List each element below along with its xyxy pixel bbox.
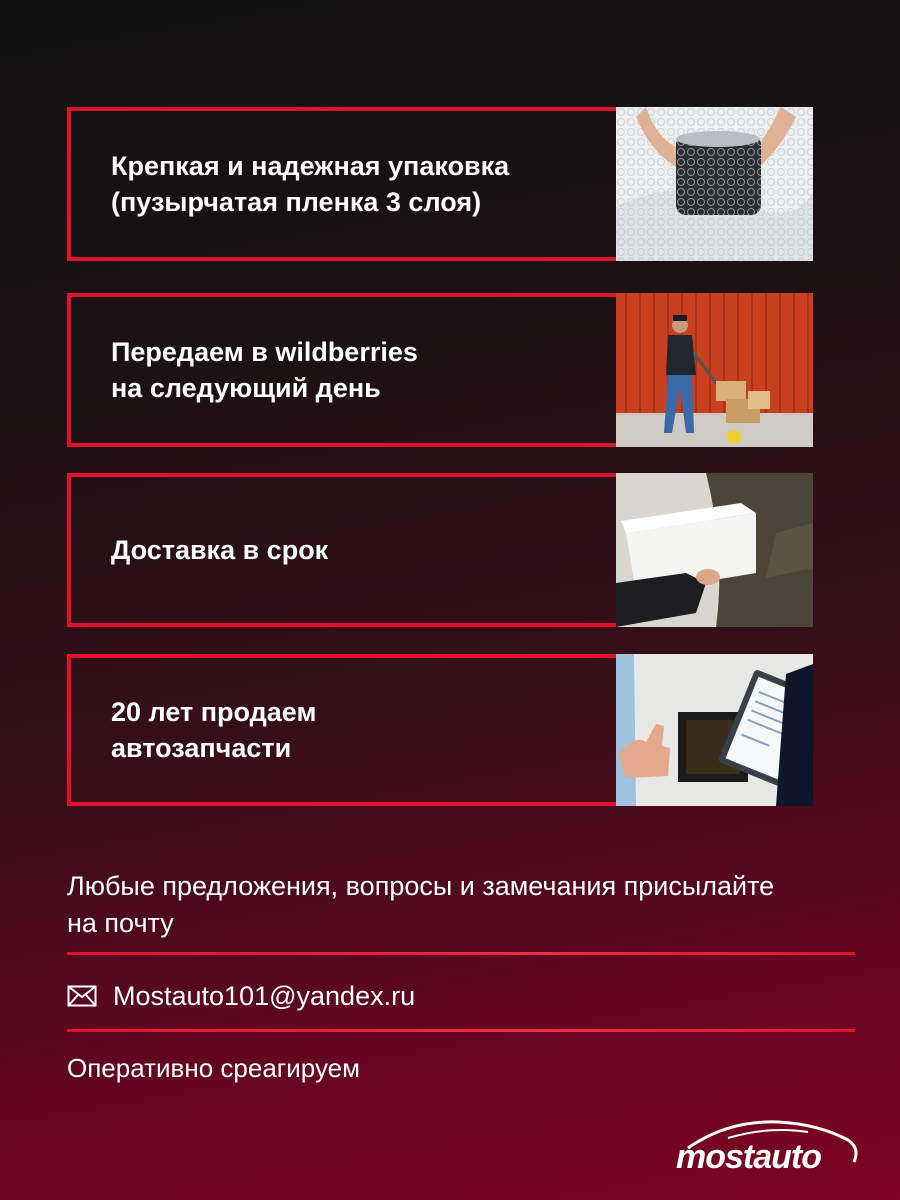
divider bbox=[67, 1029, 855, 1032]
feature-card-wildberries bbox=[67, 293, 813, 447]
contact-line-2: на почту bbox=[67, 908, 174, 938]
feature-card-packaging bbox=[67, 107, 813, 261]
feature-line-1: 20 лет продаем bbox=[111, 697, 317, 727]
clipboard-thumbs-up-icon bbox=[616, 654, 813, 806]
bubble-wrap-package-icon bbox=[616, 107, 813, 261]
feature-line-2: на следующий день bbox=[111, 373, 381, 403]
contact-line-1: Любые предложения, вопросы и замечания присылайте bbox=[67, 871, 775, 901]
feature-text bbox=[111, 107, 611, 261]
email-link[interactable]: Mostauto101@yandex.ru bbox=[113, 980, 416, 1011]
mail-icon bbox=[67, 985, 97, 1007]
feature-line-1: Передаем в wildberries bbox=[111, 337, 418, 367]
courier-cart-icon bbox=[616, 293, 813, 447]
feature-text bbox=[111, 293, 611, 447]
feature-card-experience bbox=[67, 654, 813, 806]
contact-message bbox=[67, 868, 867, 942]
feature-line-1: Крепкая и надежная упаковка bbox=[111, 151, 510, 181]
feature-text bbox=[111, 654, 611, 806]
feature-line-2: автозапчасти bbox=[111, 733, 292, 763]
brand-logo bbox=[668, 1118, 868, 1178]
logo-text: mostauto bbox=[676, 1138, 821, 1176]
feature-line-1: Доставка в срок bbox=[111, 535, 329, 565]
feature-text bbox=[111, 473, 611, 627]
response-note: Оперативно среагируем bbox=[67, 1053, 360, 1083]
email-row[interactable] bbox=[67, 978, 415, 1014]
feature-line-2: (пузырчатая пленка 3 слоя) bbox=[111, 187, 482, 217]
box-handover-icon bbox=[616, 473, 813, 627]
feature-card-delivery bbox=[67, 473, 813, 627]
divider bbox=[67, 952, 855, 955]
